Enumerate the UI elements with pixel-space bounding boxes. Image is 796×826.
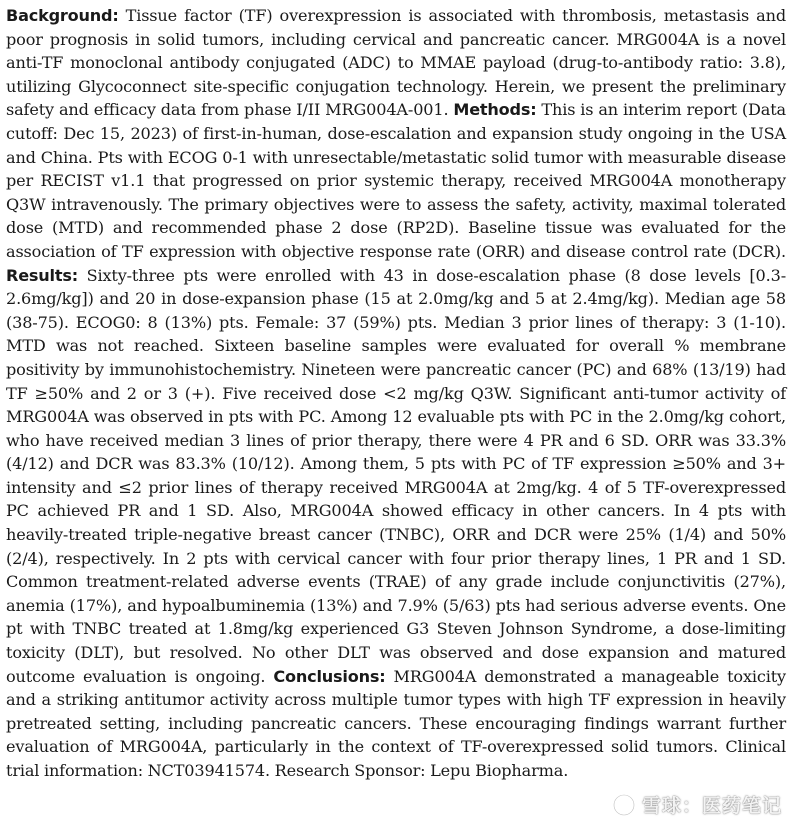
results-text: Sixty-three pts were enrolled with 43 in dose-escalation phase (8 dose levels [0.3-2.6mg/kg]) and 20 in dose-expansion phase (15 at 2.0mg/kg and 5 at 2.4mg/kg). Median age 58 (38-75). ECOG0: 8 (13%) pts. Female: 37 (59%) pts. Median 3 prior lines of therapy: 3 (1-10). MTD was not reached. Sixteen baseline samples were evaluated for overall % membrane positivity by immunohistochemistry. Nineteen were pancreatic cancer (PC) and 68% (13/19) had TF ≥50% and 2 or 3 (+). Five received dose <2 mg/kg Q3W. Significant anti-tumor activity of MRG004A was observed in pts with PC. Among 12 evaluable pts with PC in the 2.0mg/kg cohort, who have received median 3 lines of prior therapy, there were 4 PR and 6 SD. ORR was 33.3% (4/12) and DCR was 83.3% (10/12). Among them, 5 pts with PC of TF expression ≥50% and 3+ intensity and ≤2 prior lines of therapy received MRG004A at 2mg/kg. 4 of 5 TF-overexpressed PC achieved PR and 1 SD. Also, MRG004A showed efficacy in other cancers. In 4 pts with heavily-treated triple-negative breast cancer (TNBC), ORR and DCR were 25% (1/4) and 50% (2/4), respectively. In 2 pts with cervical cancer with four prior therapy lines, 1 PR and 1 SD. Common treatment-related adverse events (TRAE) of any grade include conjunctivitis (27%), anemia (17%), and hypoalbuminemia (13%) and 7.9% (5/63) pts had serious adverse events. One pt with TNBC treated at 1.8mg/kg experienced G3 Steven Johnson Syndrome, a dose-limiting toxicity (DLT), but resolved. No other DLT was observed and dose expansion and matured outcome evaluation is ongoing.	[6, 265, 786, 686]
methods-text: This is an interim report (Data cutoff: Dec 15, 2023) of first-in-human, dose-escalation and expansion study ongoing in the USA and China. Pts with ECOG 0-1 with unresectable/metastatic solid tumor with measurable disease per RECIST v1.1 that progressed on prior systemic therapy, received MRG004A monotherapy Q3W intravenously. The primary objectives were to assess the safety, activity, maximal tolerated dose (MTD) and recommended phase 2 dose (RP2D). Baseline tissue was evaluated for the association of TF expression with objective response rate (ORR) and disease control rate (DCR).	[6, 100, 787, 261]
background-heading: Background:	[6, 6, 119, 25]
abstract-body	[6, 4, 786, 783]
snowball-logo-icon	[612, 793, 636, 817]
conclusions-text: MRG004A demonstrated a manageable toxicity and a striking antitumor activity across multiple tumor types with high TF expression in heavily pretreated setting, including pancreatic cancers. These encouraging findings warrant further evaluation of MRG004A, particularly in the context of TF-overexpressed solid tumors. Clinical trial information: NCT03941574. Research Sponsor: Lepu Biopharma.	[6, 666, 786, 780]
methods-heading: Methods:	[453, 100, 537, 120]
conclusions-heading: Conclusions:	[273, 666, 386, 686]
results-heading: Results:	[6, 265, 78, 285]
watermark-text: 雪球：医药笔记	[641, 795, 782, 817]
background-text: Tissue factor (TF) overexpression is associated with thrombosis, metastasis and poor prognosis in solid tumors, including cervical and pancreatic cancer. MRG004A is a novel anti-TF monoclonal antibody conjugated (ADC) to MMAE payload (drug-to-antibody ratio: 3.8), utilizing Glycoconnect site-specific conjugation technology. Herein, we present the preliminary safety and efficacy data from phase I/II MRG004A-001.	[6, 6, 786, 120]
watermark	[612, 791, 782, 818]
